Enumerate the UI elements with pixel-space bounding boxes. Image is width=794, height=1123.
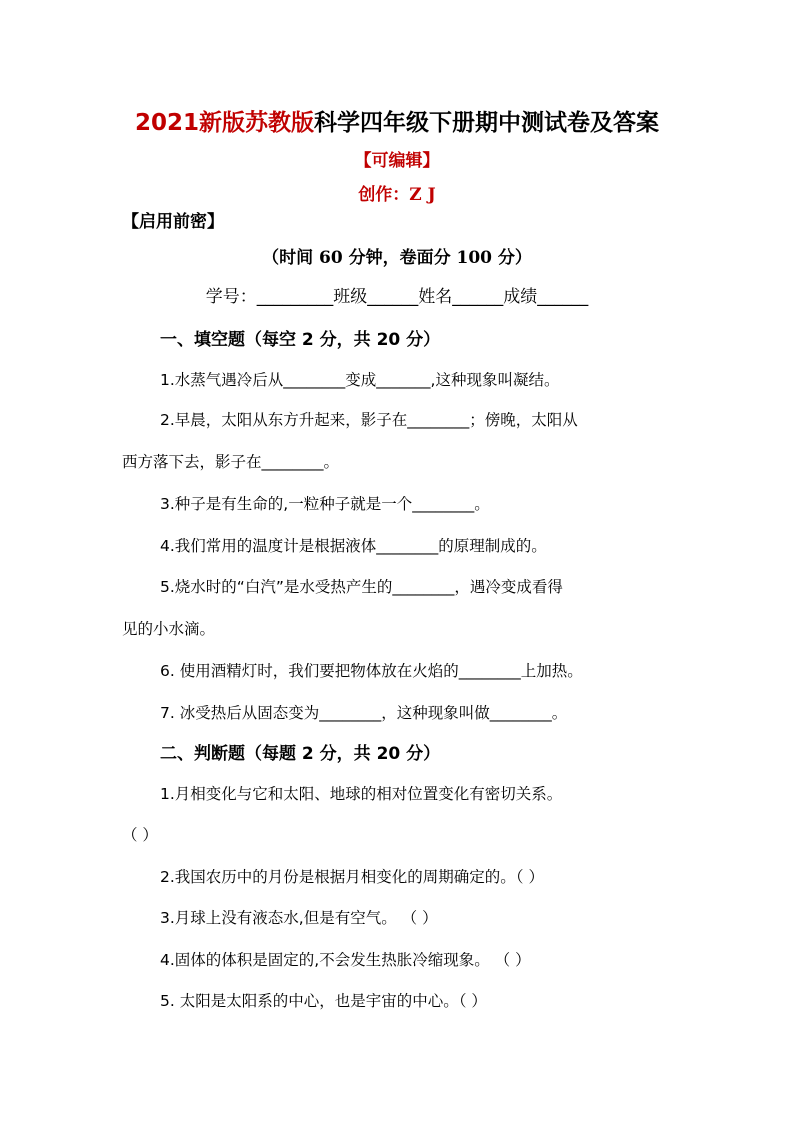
- editable-note: 【可编辑】: [354, 151, 440, 171]
- section1-line: 西方落下去，影子在________。: [122, 453, 340, 471]
- student-info: 学号：_________班级______姓名______成绩______: [205, 287, 589, 307]
- section1-line: 6. 使用酒精灯时，我们要把物体放在火焰的________上加热。: [160, 662, 583, 680]
- secret-note: 【启用前密】: [122, 212, 224, 232]
- section2-line: （ ）: [122, 826, 158, 844]
- time-info: （时间 60 分钟，卷面分 100 分）: [262, 248, 532, 268]
- section1-line: 2.早晨，太阳从东方升起来，影子在________；傍晚，太阳从: [160, 411, 578, 429]
- section1-heading: 一、填空题（每空 2 分，共 20 分）: [160, 330, 441, 350]
- section1-line: 5.烧水时的“白汽”是水受热产生的________，遇冷变成看得: [160, 578, 563, 596]
- section2-line: 5. 太阳是太阳系的中心，也是宇宙的中心。（ ）: [160, 992, 487, 1010]
- section2-line: 4.固体的体积是固定的,不会发生热胀冷缩现象。 （ ）: [160, 951, 531, 969]
- section2-line: 3.月球上没有液态水,但是有空气。 （ ）: [160, 909, 438, 927]
- section2-line: 1.月相变化与它和太阳、地球的相对位置变化有密切关系。: [160, 785, 563, 803]
- section1-line: 1.水蒸气遇冷后从________变成_______,这种现象叫凝结。: [160, 371, 560, 389]
- title-black-part: 科学四年级下册期中测试卷及答案: [314, 110, 659, 136]
- section1-line: 4.我们常用的温度计是根据液体________的原理制成的。: [160, 537, 547, 555]
- section1-line: 3.种子是有生命的,一粒种子就是一个________。: [160, 495, 490, 513]
- section2-heading: 二、判断题（每题 2 分，共 20 分）: [160, 744, 441, 764]
- section1-line: 见的小水滴。: [122, 620, 216, 638]
- section2-line: 2.我国农历中的月份是根据月相变化的周期确定的。（ ）: [160, 868, 544, 886]
- document-title: [0, 104, 794, 137]
- section1-line: 7. 冰受热后从固态变为________，这种现象叫做________。: [160, 704, 568, 722]
- title-red-part: 2021新版苏教版: [134, 110, 314, 136]
- author-line: 创作：Z J: [358, 185, 436, 205]
